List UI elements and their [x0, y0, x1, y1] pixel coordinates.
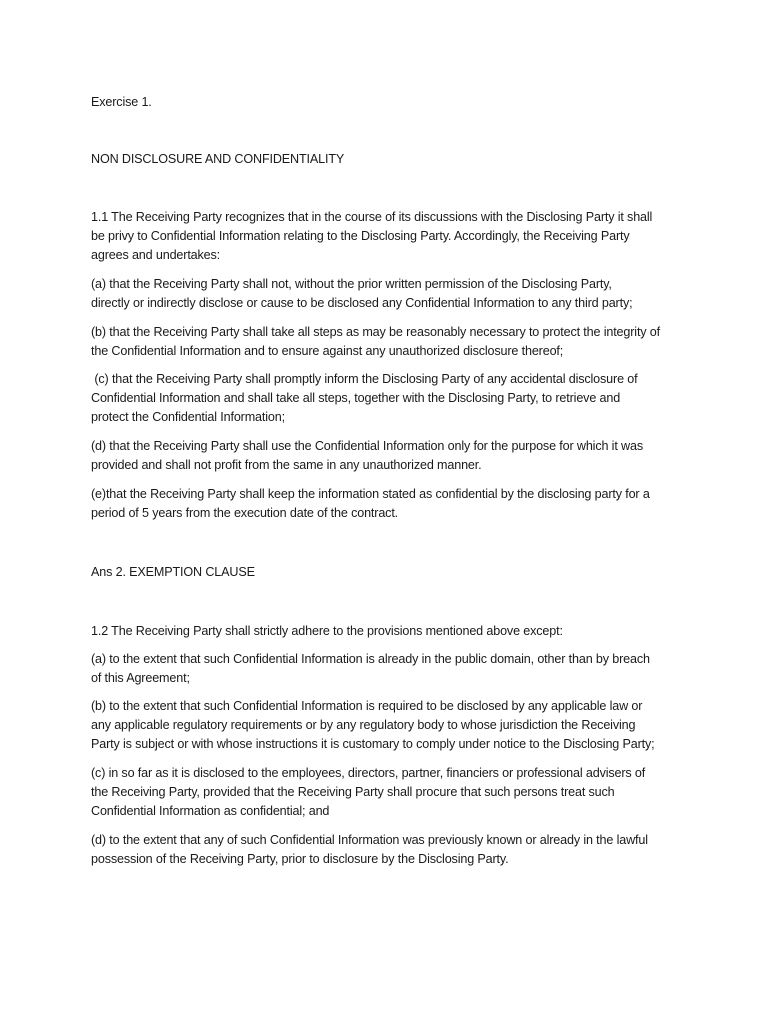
clause-1-1-intro: 1.1 The Receiving Party recognizes that in the course of its discussions with the Disclosing Party it shall be privy to Confidential Information relating to the Disclosing Party. Accordingly, the Receiving Party agrees and undertakes: — [91, 210, 653, 262]
clause-1-1-item-e: (e)that the Receiving Party shall keep the information stated as confidential by the disclosing party for a period of 5 years from the execution date of the contract. — [91, 487, 650, 520]
exercise-label: Exercise 1. — [91, 95, 152, 109]
section-heading-nda: NON DISCLOSURE AND CONFIDENTIALITY — [91, 152, 345, 166]
section-heading-exemption: Ans 2. EXEMPTION CLAUSE — [91, 565, 255, 579]
clause-1-2-item-d: (d) to the extent that any of such Confidential Information was previously known or already in the lawful possession of the Receiving Party, prior to disclosure by the Disclosing Party. — [91, 833, 648, 866]
clause-1-2-item-c: (c) in so far as it is disclosed to the employees, directors, partner, financiers or professional advisers of the Receiving Party, provided that the Receiving Party shall procure that such persons treat such Confidential Information as confidential; and — [91, 766, 646, 818]
clause-1-1-item-c: (c) that the Receiving Party shall promptly inform the Disclosing Party of any accidental disclosure of Confidential Information and shall take all steps, together with the Disclosing Party, to retrieve and protect the Confidential Information; — [91, 372, 638, 424]
clause-1-2-intro: 1.2 The Receiving Party shall strictly adhere to the provisions mentioned above except: — [91, 624, 563, 638]
clause-1-2-item-a: (a) to the extent that such Confidential Information is already in the public domain, other than by breach of this Agreement; — [91, 652, 650, 685]
clause-1-1-item-d: (d) that the Receiving Party shall use the Confidential Information only for the purpose for which it was provided and shall not profit from the same in any unauthorized manner. — [91, 439, 643, 472]
clause-1-1-item-b: (b) that the Receiving Party shall take all steps as may be reasonably necessary to protect the integrity of the Confidential Information and to ensure against any unauthorized disclosure thereof; — [91, 325, 661, 358]
clause-1-2-item-b: (b) to the extent that such Confidential Information is required to be disclosed by any applicable law or any applicable regulatory requirements or by any regulatory body to whose jurisdiction the Receiving Party is subject or with whose instructions it is customary to comply under notice to the Disclosing Party; — [91, 699, 655, 751]
clause-1-1-item-a: (a) that the Receiving Party shall not, without the prior written permission of the Disclosing Party, directly or indirectly disclose or cause to be disclosed any Confidential Information to any third party; — [91, 277, 633, 310]
